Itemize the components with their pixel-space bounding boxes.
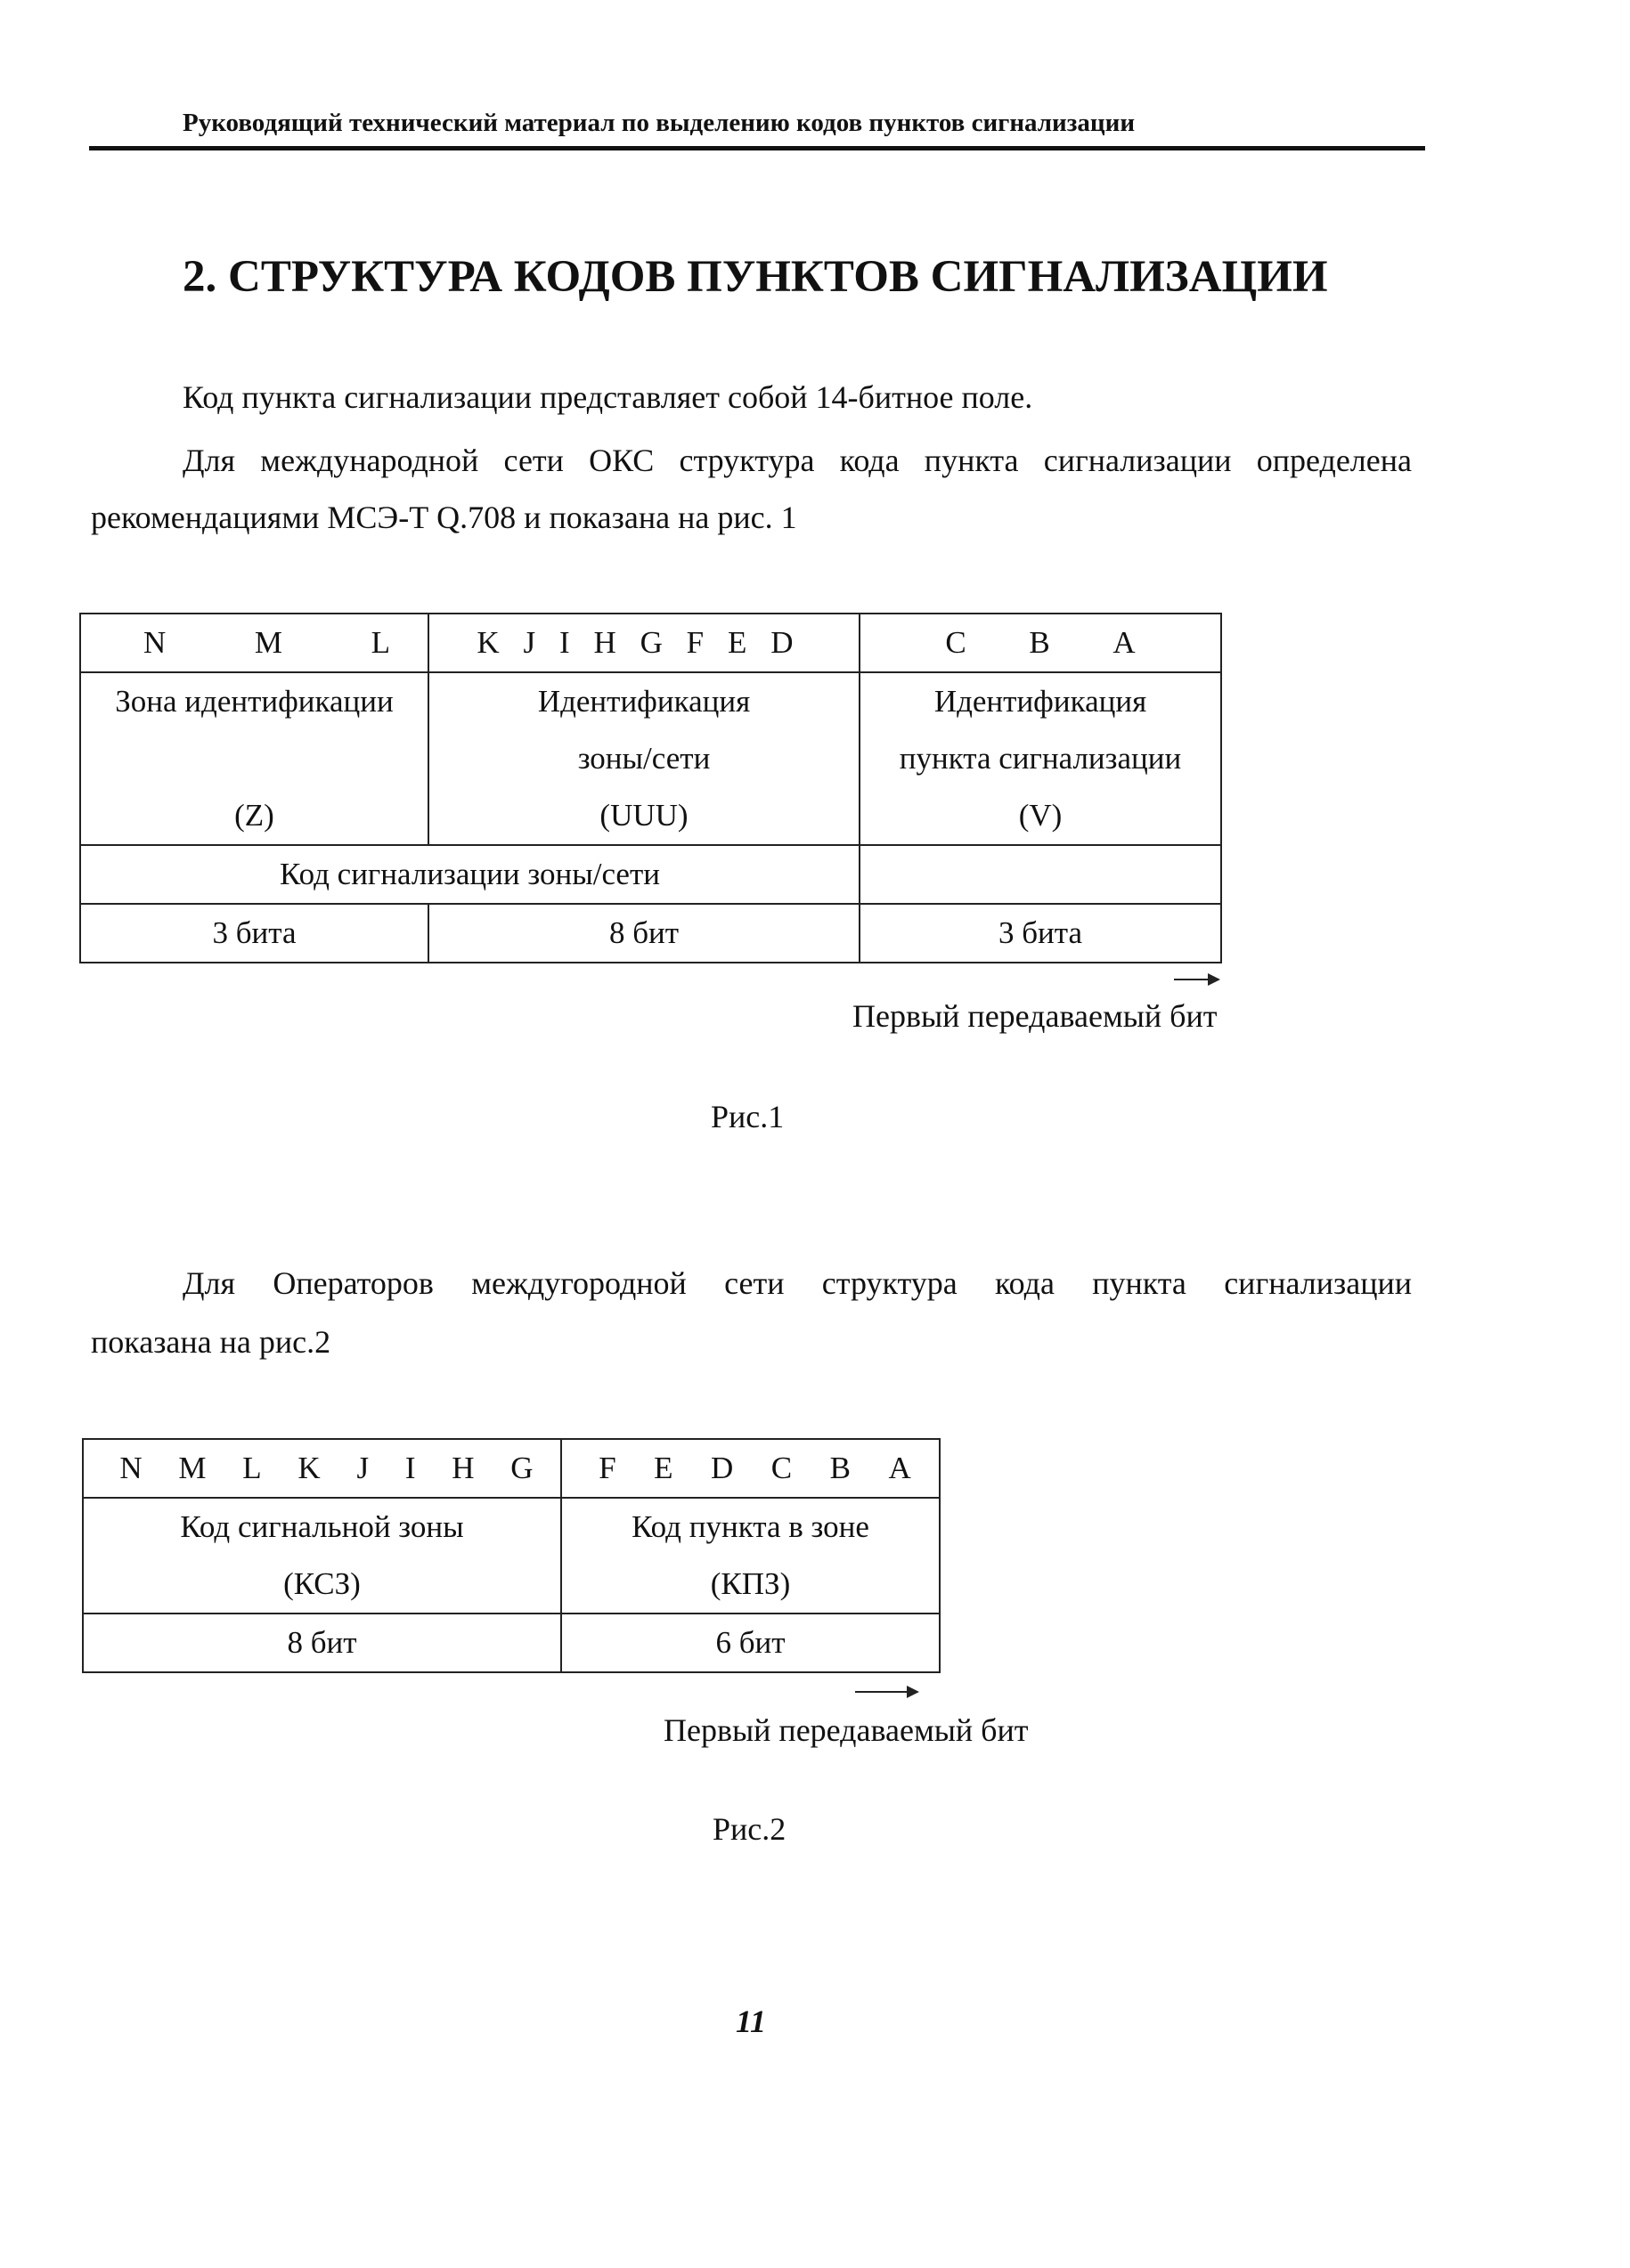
header-rule	[89, 146, 1425, 150]
figure2-bits-zone	[83, 1439, 561, 1498]
figure1-size-network: 8 бит	[428, 904, 860, 963]
figure1-merged-right	[860, 845, 1221, 904]
figure2-bit-l: L	[242, 1451, 262, 1485]
figure2-bit-b: B	[829, 1451, 851, 1485]
figure1-field-point-line1: Идентификация	[933, 684, 1147, 719]
figure2-size-zone: 8 бит	[83, 1614, 561, 1672]
figure1-merged-row	[80, 845, 1221, 904]
figure1-merged-label: Код сигнализации зоны/сети	[80, 845, 860, 904]
figure2-bit-h: H	[452, 1451, 475, 1485]
figure2-direction-arrow	[855, 1691, 917, 1693]
figure1-first-bit-label: Первый передаваемый бит	[852, 998, 1218, 1034]
figure1-field-point-line3: (V)	[1018, 798, 1063, 833]
figure2-bit-e: E	[654, 1451, 673, 1485]
figure2-bit-a: A	[888, 1451, 911, 1485]
figure2-bit-j: J	[356, 1451, 370, 1485]
figure1-field-network-line1: Идентификация	[537, 684, 751, 719]
paragraph-international-line1: Для международной сети ОКС структура кода пункта сигнализации определена	[183, 443, 1412, 478]
figure1-field-zone-line1: Зона идентификации	[115, 684, 394, 719]
figure1-bit-j: J	[523, 625, 536, 660]
figure1-field-network	[428, 672, 860, 845]
paragraph-international-line2: рекомендациями МСЭ-Т Q.708 и показана на рис. 1	[91, 500, 797, 535]
figure1-field-zone-line3: (Z)	[234, 798, 274, 833]
figure1-bit-i: I	[558, 625, 570, 660]
figure1-caption: Рис.1	[711, 1099, 785, 1134]
figure2-field-point-line2: (КПЗ)	[710, 1566, 791, 1601]
figure1-bit-row	[80, 614, 1221, 672]
figure2-bit-i: I	[404, 1451, 416, 1485]
figure1-field-zone	[80, 672, 428, 845]
figure2-caption: Рис.2	[713, 1811, 786, 1847]
figure1-field-network-line3: (UUU)	[599, 798, 689, 833]
figure1-bit-e: E	[727, 625, 747, 660]
figure1-bit-f: F	[686, 625, 705, 660]
figure1-bit-n: N	[143, 625, 167, 660]
figure2-bits-point	[561, 1439, 940, 1498]
figure1-bit-d: D	[770, 625, 794, 660]
figure1-bit-c: C	[945, 625, 966, 660]
figure1-size-row	[80, 904, 1221, 963]
figure1-bit-k: K	[477, 625, 500, 660]
paragraph-intercity-line1: Для Операторов междугородной сети структура кода пункта сигнализации	[183, 1265, 1412, 1301]
figure1-field-point	[860, 672, 1221, 845]
figure2-field-point	[561, 1498, 940, 1614]
figure2-bit-n: N	[119, 1451, 143, 1485]
figure1-table	[79, 613, 1222, 963]
paragraph-code-length: Код пункта сигнализации представляет собой 14-битное поле.	[183, 379, 1033, 415]
figure2-size-row	[83, 1614, 940, 1672]
section-title: 2. СТРУКТУРА КОДОВ ПУНКТОВ СИГНАЛИЗАЦИИ	[183, 252, 1328, 302]
running-header: Руководящий технический материал по выделению кодов пунктов сигнализации	[183, 109, 1136, 137]
figure1-field-network-line2: зоны/сети	[577, 741, 711, 776]
figure1-size-point: 3 бита	[860, 904, 1221, 963]
figure2-size-point: 6 бит	[561, 1614, 940, 1672]
figure1-field-row	[80, 672, 1221, 845]
figure2-bit-c: C	[770, 1451, 793, 1485]
figure2-field-zone-line2: (КСЗ)	[283, 1566, 361, 1601]
figure2-field-zone	[83, 1498, 561, 1614]
figure1-bit-b: B	[1029, 625, 1050, 660]
figure1-bit-l: L	[371, 625, 390, 660]
figure2-bit-g: G	[510, 1451, 534, 1485]
figure1-field-point-line2: пункта сигнализации	[899, 741, 1182, 776]
figure1-bits-point	[860, 614, 1221, 672]
figure2-bit-d: D	[711, 1451, 734, 1485]
figure2-bit-k: K	[297, 1451, 321, 1485]
figure1-bit-h: H	[593, 625, 616, 660]
figure2-bit-m: M	[178, 1451, 207, 1485]
figure1-bits-network	[428, 614, 860, 672]
figure2-field-row	[83, 1498, 940, 1614]
figure1-direction-arrow	[1174, 979, 1218, 980]
paragraph-intercity-line2: показана на рис.2	[91, 1324, 331, 1360]
figure2-bit-row	[83, 1439, 940, 1498]
figure1-bit-a: A	[1112, 625, 1136, 660]
figure1-field-zone-line2	[81, 730, 428, 787]
figure2-table	[82, 1438, 941, 1673]
page-number: 11	[736, 2004, 767, 2039]
figure1-size-zone: 3 бита	[80, 904, 428, 963]
figure1-bit-m: M	[254, 625, 282, 660]
figure1-bit-g: G	[640, 625, 663, 660]
figure2-bit-f: F	[599, 1451, 616, 1485]
figure1-bits-zone	[80, 614, 428, 672]
figure2-field-point-line1: Код пункта в зоне	[632, 1509, 869, 1544]
figure2-field-zone-line1: Код сигнальной зоны	[180, 1509, 464, 1544]
figure2-first-bit-label: Первый передаваемый бит	[664, 1712, 1029, 1748]
